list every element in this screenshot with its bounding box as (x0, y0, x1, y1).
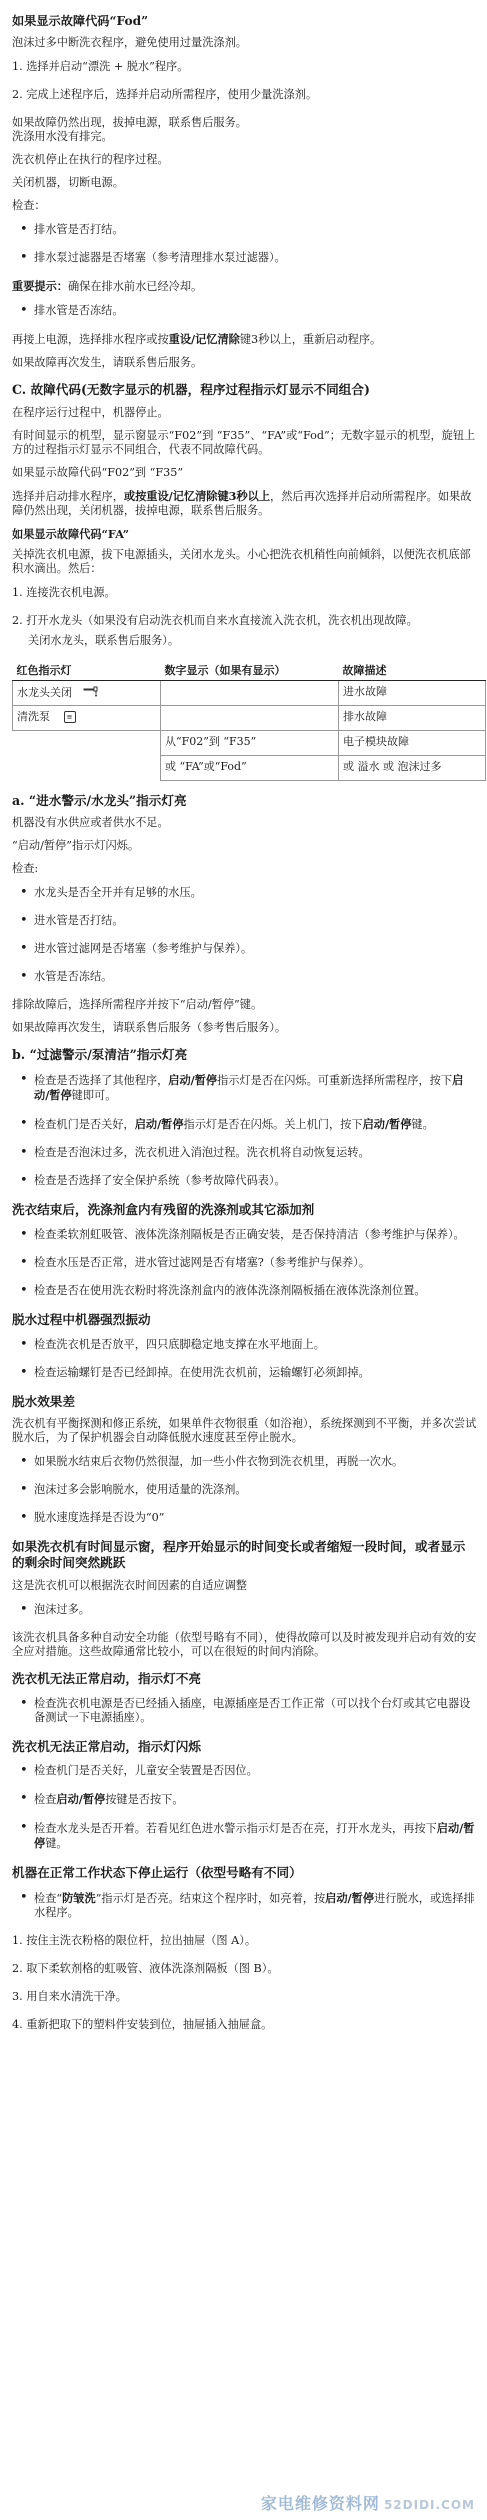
paragraph: 如果故障再次发生，请联系售后服务。 (12, 356, 203, 370)
bullet-item (12, 1792, 477, 1807)
bullet-item (12, 1821, 477, 1851)
paragraph: 关闭机器，切断电源。 (12, 176, 124, 190)
bullet-item: • 排水管是否打结。 (12, 223, 477, 237)
paragraph: “启动/暂停”指示灯闪烁。 (12, 839, 140, 853)
numbered-step: 2. 完成上述程序后，选择并启动所需程序，使用少量洗涤剂。 (12, 88, 318, 102)
text: 键即可。 (71, 1089, 117, 1103)
bullet-item: • 检查是否泡沫过多，洗衣机进入消泡过程。洗衣机将自动恢复运转。 (12, 1146, 477, 1160)
watermark-cn: 家电维修资料网 (260, 2494, 380, 2513)
table-row (13, 705, 486, 730)
warning-label: 重要提示： (12, 279, 68, 294)
table-row (13, 755, 486, 780)
paragraph (12, 116, 477, 144)
paragraph-line: 洗涤用水没有排完。 (12, 130, 113, 144)
bullet-item: • 进水管是否打结。 (12, 914, 477, 928)
table-cell: 或 溢水 或 泡沫过多 (339, 755, 486, 780)
bullet-item: • 水管是否冻结。 (12, 970, 477, 984)
text: 指示灯是否在闪烁。可重新选择所需程序，按下 (217, 1074, 453, 1088)
bullet-item: • 检查是否选择了安全保护系统（参考故障代码表）。 (12, 1174, 477, 1188)
start-pause-label: 启动/暂停 (56, 1792, 106, 1807)
table-row (13, 680, 486, 705)
text: ，然后再次选择并启动所需程序。如果故障仍然出现，关闭机器，拔掉电源，联系售后服务。 (12, 489, 472, 517)
section-nostart-title: 洗衣机无法正常启动，指示灯不亮 (12, 1670, 201, 1686)
numbered-step: 3. 用自来水清洗干净。 (12, 1990, 127, 2004)
section-detergent-title: 洗衣结束后，洗涤剂盒内有残留的洗涤剂或其它添加剂 (12, 1202, 315, 1218)
start-pause-label: 启动/暂停 (325, 1891, 375, 1906)
text: 键。 (45, 1837, 68, 1851)
bullet-item: • 检查洗衣机电源是否已经插入插座，电源插座是否工作正常（可以找个台灯或其它电器设备测试一下电源插座）。 (12, 1697, 477, 1725)
check-label: 检查: (12, 862, 39, 876)
bullet-item: • 排水管是否冻结。 (12, 304, 477, 318)
text: 检查是否选择了其他程序， (34, 1074, 169, 1088)
section-time-title: 如果洗衣机有时间显示窗，程序开始显示的时间变长或者缩短一段时间，或者显示的剩余时间突然跳跃 (12, 1539, 466, 1571)
start-pause-label: 启动/暂停 (34, 1821, 475, 1851)
table-cell (13, 705, 161, 730)
paragraph: 关掉洗衣机电源，拔下电源插头，关闭水龙头。小心把洗衣机稍性向前倾斜，以便洗衣机底部积水滴出。然后： (12, 547, 471, 575)
paragraph: 泡沫过多中断洗衣程序，避免使用过量洗涤剂。 (12, 36, 247, 50)
text: 选择并启动排水程序， (12, 489, 124, 503)
bullet-item: • 检查柔软剂虹吸管、液体洗涤剂隔板是否正确安装，是否保持清洁（参考维护与保养）。 (12, 1228, 477, 1242)
paragraph: 排除故障后，选择所需程序并按下“启动/暂停”键。 (12, 998, 263, 1012)
table-header: 红色指示灯 (13, 662, 161, 680)
paragraph (12, 489, 477, 518)
cell-text: 清洗泵 (17, 709, 50, 723)
table-header-row (13, 662, 486, 680)
start-pause-label: 启动/暂停 (362, 1117, 412, 1132)
paragraph: 这是洗衣机可以根据洗衣时间因素的自适应调整 (12, 1578, 247, 1592)
bullet-item: • 检查机门是否关好，儿童安全装置是否因位。 (12, 1764, 477, 1778)
text: 指示灯是否在闪烁。关上机门，按下 (183, 1118, 363, 1132)
table-cell (13, 755, 161, 780)
table-cell (161, 680, 339, 705)
text: 检查机门是否关好， (34, 1118, 135, 1132)
warning-note (12, 279, 477, 294)
table-cell (13, 680, 161, 705)
bullet-item: • 泡沫过多会影响脱水，使用适量的洗涤剂。 (12, 1483, 477, 1497)
table-cell: 从“F02”到 “F35” (161, 730, 339, 755)
numbered-step: 4. 重新把取下的塑料件安装到位，抽屉插入抽屉盒。 (12, 2018, 273, 2032)
step-line: 2. 打开水龙头（如果没有启动洗衣机而自来水直接流入洗衣机，洗衣机出现故障。 (12, 613, 418, 627)
table-cell: 或 “FA”或“Fod” (161, 755, 339, 780)
paragraph-line: 如果故障仍然出现，拔掉电源，联系售后服务。 (12, 116, 247, 130)
fod-heading: 如果显示故障代码“Fod” (12, 14, 149, 28)
bullet-item: • 检查运输螺钉是否已经卸掉。在使用洗衣机前，运输螺钉必须卸掉。 (12, 1366, 477, 1380)
numbered-step: 1. 连接洗衣机电源。 (12, 585, 116, 599)
section-vibration-title: 脱水过程中机器强烈振动 (12, 1311, 151, 1327)
numbered-step: 1. 按住主洗衣粉格的限位杆，拉出抽屉（图 A）。 (12, 1934, 257, 1948)
text: 进行脱水，或选择排水程序。 (34, 1892, 475, 1920)
text: 再接上电源，选择排水程序或按 (12, 333, 169, 347)
cell-text: 水龙头关闭 (17, 685, 72, 699)
section-spin-title: 脱水效果差 (12, 1393, 75, 1409)
paragraph: 洗衣机有平衡探测和修正系统，如果单件衣物很重（如浴袍），系统探测到不平衡，并多次尝试脱水后，为了保护机器会自动降低脱水速度甚至停止脱水。 (12, 1417, 477, 1445)
paragraph: 在程序运行过程中，机器停止。 (12, 405, 169, 419)
table-header: 数字显示（如果有显示） (161, 662, 339, 680)
table-cell (13, 730, 161, 755)
paragraph: 有时间显示的机型，显示窗显示“F02”到 “F35”、“FA”或“Fod”；无数字显示的机型，旋钮上方的过程指示灯显示不同组合，代表不同故障代码。 (12, 428, 476, 456)
bullet-item: • 如果脱水结束后衣物仍然很湿，加一些小件衣物到洗衣机里，再脱一次水。 (12, 1455, 477, 1469)
bullet-item (12, 1117, 477, 1132)
text: 检查 (34, 1793, 57, 1807)
paragraph: 机器没有水供应或者供水不足。 (12, 816, 169, 830)
water-tap-icon (82, 685, 104, 701)
start-pause-label: 启动/暂停 (168, 1073, 218, 1088)
step-line: 关闭水龙头，联系售后服务）。 (28, 633, 180, 647)
bullet-item: • 检查是否在使用洗衣粉时将洗涤剂盒内的液体洗涤剂隔板插在液体洗涤剂位置。 (12, 1284, 477, 1298)
section-b-title: b. “过滤警示/泵清洁”指示灯亮 (12, 1047, 188, 1063)
start-pause-label: 启动/暂停 (134, 1117, 184, 1132)
bullet-item: • 泡沫过多。 (12, 1603, 477, 1617)
numbered-step (12, 614, 477, 648)
table-cell: 电子模块故障 (339, 730, 486, 755)
paragraph: 如果故障再次发生，请联系售后服务（参考售后服务）。 (12, 1021, 287, 1035)
start-pause-label: 启动/暂停 (34, 1073, 464, 1103)
fa-heading: 如果显示故障代码“FA” (12, 526, 130, 541)
bullet-item: • 进水管过滤网是否堵塞（参考维护与保养）。 (12, 942, 477, 956)
table-header: 故障描述 (339, 662, 486, 680)
reset-key-label: 重设/记忆清除 (168, 332, 240, 347)
table-row (13, 730, 486, 755)
paragraph (12, 332, 477, 347)
section-c-title: C. 故障代码(无数字显示的机器，程序过程指示灯显示不同组合) (12, 382, 370, 398)
warning-text: 确保在排水前水已经冷却。 (67, 280, 203, 294)
table-cell: 进水故障 (339, 680, 486, 705)
check-label: 检查： (12, 199, 46, 213)
text: 检查“ (34, 1892, 63, 1906)
bullet-item: • 检查水压是否正常，进水管过滤网是否有堵塞?（参考维护与保养）。 (12, 1256, 477, 1270)
reset-key-label: 或按重设/记忆清除键3秒以上 (123, 488, 271, 503)
text: 检查水龙头是否开着。若看见红色进水警示指示灯是否在亮，打开水龙头，再按下 (34, 1822, 437, 1836)
bullet-item: • 检查洗衣机是否放平，四只底脚稳定地支撑在水平地面上。 (12, 1338, 477, 1352)
anti-crease-label: 防皱洗 (62, 1891, 96, 1906)
section-flashing-title: 洗衣机无法正常启动，指示灯闪烁 (12, 1738, 201, 1754)
paragraph: 该洗衣机具备多种自动安全功能（依型号略有不同），使得故障可以及时被发现并启动有效的安全应对措施。这些故障通常比较小，可以在很短的时间内消除。 (12, 1630, 477, 1658)
fault-table (12, 662, 486, 781)
paragraph: 洗衣机停止在执行的程序过程。 (12, 153, 169, 167)
text: 按键是否按下。 (105, 1793, 184, 1807)
bullet-item (12, 1891, 477, 1920)
watermark-logo (261, 2494, 475, 2514)
section-stop-title: 机器在正常工作状态下停止运行（依型号略有不同） (12, 1865, 302, 1881)
numbered-step: 1. 选择并启动“漂洗 + 脱水”程序。 (12, 60, 189, 74)
pump-filter-icon: ≡ (64, 711, 76, 723)
bullet-item: • 脱水速度选择是否设为“0” (12, 1511, 477, 1525)
numbered-step: 2. 取下柔软剂格的虹吸管、液体洗涤剂隔板（图 B）。 (12, 1962, 279, 1976)
bullet-item: • 排水泵过滤器是否堵塞（参考清理排水泵过滤器）。 (12, 251, 477, 265)
table-cell (161, 705, 339, 730)
bullet-item (12, 1073, 477, 1103)
watermark-en: 52DIDI.COM (383, 2498, 475, 2512)
text: 键。 (411, 1118, 434, 1132)
text: 键3秒以上，重新启动程序。 (239, 333, 382, 347)
bullet-item: • 水龙头是否全开并有足够的水压。 (12, 886, 477, 900)
table-cell: 排水故障 (339, 705, 486, 730)
section-a-title: a. “进水警示/水龙头”指示灯亮 (12, 792, 187, 808)
paragraph: 如果显示故障代码“F02”到 “F35” (12, 465, 184, 479)
text: ”指示灯是否亮。结束这个程序时，如亮着，按 (95, 1892, 326, 1906)
